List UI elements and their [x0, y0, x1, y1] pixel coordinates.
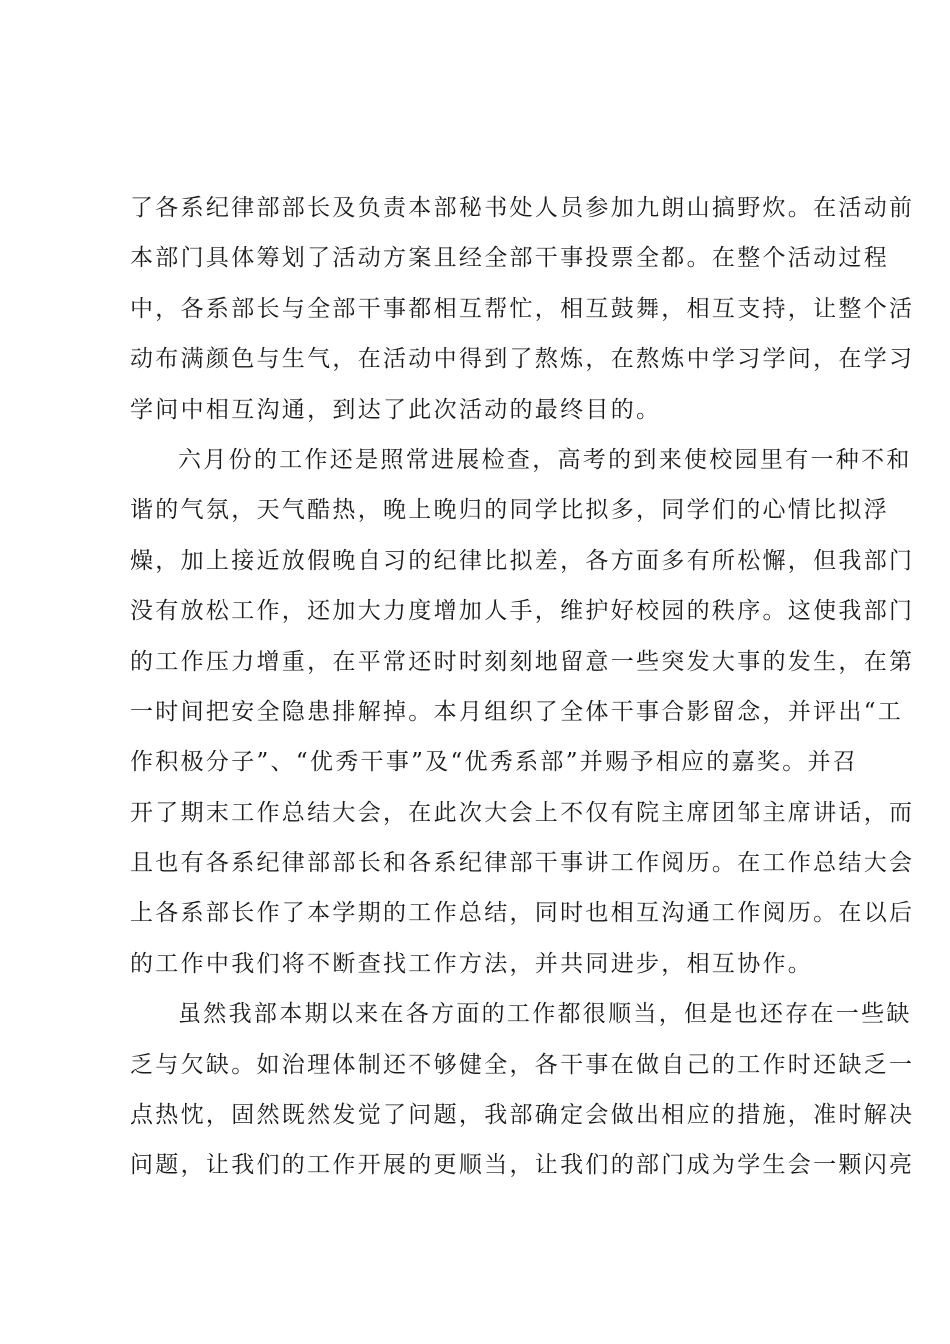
text-line: 作积极分子”、“优秀干事”及“优秀系部”并赐予相应的嘉奖。并召: [130, 749, 859, 776]
paragraph-2: [130, 435, 915, 989]
text-line: 且也有各系纪律部部长和各系纪律部干事讲工作阅历。在工作总结大会: [130, 850, 915, 877]
paragraph-1: [130, 183, 915, 435]
document-body: [130, 183, 915, 1191]
text-line: 六月份的工作还是照常进展检查，高考的到来使校园里有一种不和: [178, 446, 912, 473]
text-line: 的工作压力增重，在平常还时时刻刻地留意一些突发大事的发生，在第: [130, 648, 915, 675]
text-line: 学问中相互沟通，到达了此次活动的最终目的。: [130, 396, 662, 423]
text-line: 没有放松工作，还加大力度增加人手，维护好校园的秩序。这使我部门: [130, 598, 915, 625]
text-line: 点热忱，固然既然发觉了问题，我部确定会做出相应的措施，准时解决: [130, 1102, 915, 1129]
text-line: 问题，让我们的工作开展的更顺当，让我们的部门成为学生会一颗闪亮: [130, 1152, 915, 1179]
text-line: 中，各系部长与全部干事都相互帮忙，相互鼓舞，相互支持，让整个活: [130, 295, 915, 322]
text-line: 一时间把安全隐患排解掉。本月组织了全体干事合影留念，并评出“工: [130, 698, 904, 725]
paragraph-3: [130, 989, 915, 1191]
text-line: 乏与欠缺。如治理体制还不够健全，各干事在做自己的工作时还缺乏一: [130, 1051, 915, 1078]
text-line: 的工作中我们将不断查找工作方法，并共同进步，相互协作。: [130, 950, 814, 977]
text-line: 虽然我部本期以来在各方面的工作都很顺当，但是也还存在一些缺: [178, 1001, 912, 1028]
text-line: 本部门具体筹划了活动方案且经全部干事投票全都。在整个活动过程: [130, 245, 889, 272]
text-line: 谐的气氛，天气酷热，晚上晚归的同学比拟多，同学们的心情比拟浮: [130, 497, 889, 524]
text-line: 开了期末工作总结大会，在此次大会上不仅有院主席团邹主席讲话，而: [130, 799, 915, 826]
text-line: 动布满颜色与生气，在活动中得到了熬炼，在熬炼中学习学问，在学习: [130, 346, 915, 373]
text-line: 了各系纪律部部长及负责本部秘书处人员参加九朗山搞野炊。在活动前: [130, 195, 915, 221]
text-line: 上各系部长作了本学期的工作总结，同时也相互沟通工作阅历。在以后: [130, 900, 915, 927]
text-line: 燥，加上接近放假晚自习的纪律比拟差，各方面多有所松懈，但我部门: [130, 547, 915, 574]
